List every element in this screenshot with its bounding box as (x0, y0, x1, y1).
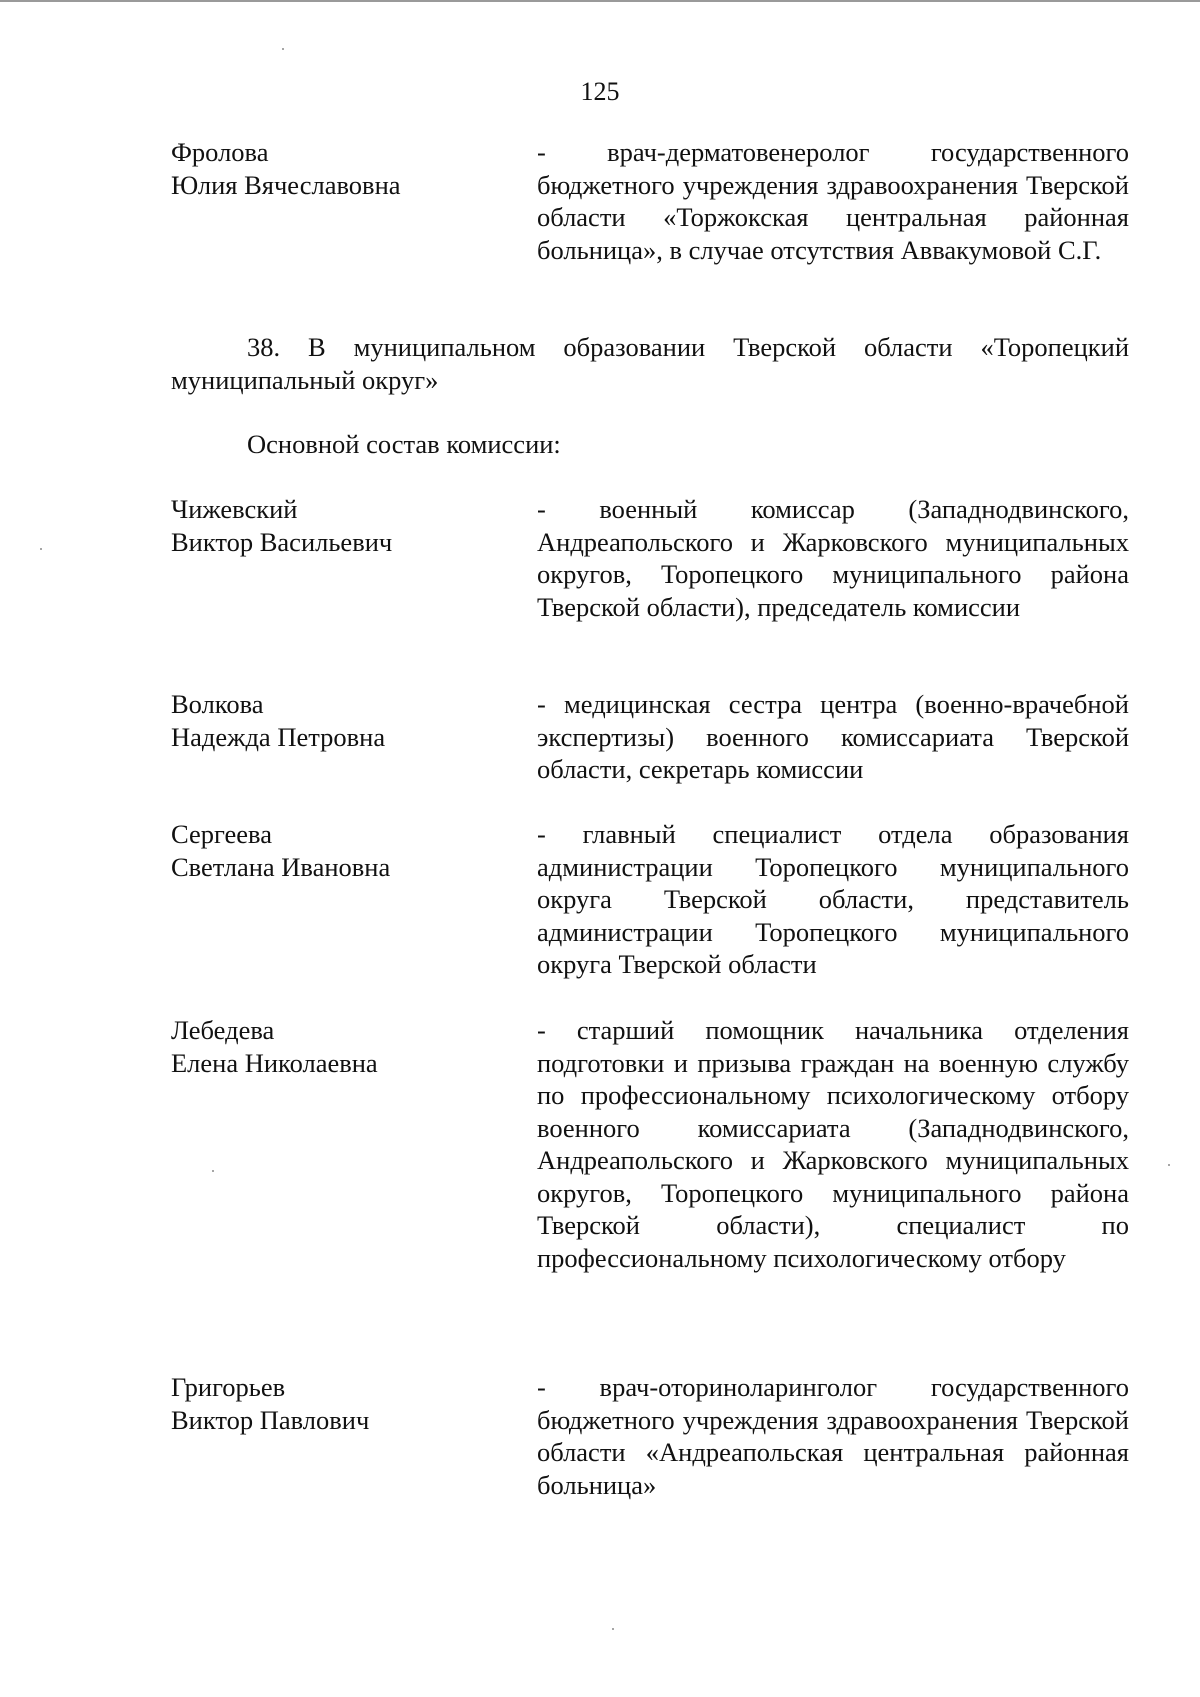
member-position: - военный комиссар (Западнодвинского, Андреапольского и Жарковского муниципальных округов, Торопецкого муниципального района Тверской области), председатель комиссии (537, 494, 1129, 622)
member-name (171, 688, 531, 753)
member-given-names: Юлия Вячеславовна (171, 169, 401, 200)
scan-speck (212, 1170, 214, 1172)
member-surname: Сергеева (171, 819, 272, 849)
member-surname: Чижевский (171, 494, 298, 524)
member-surname: Лебедева (171, 1015, 275, 1045)
member-position: - старший помощник начальника отделения подготовки и призыва граждан на военную службу по профессиональному психологическому отбору военного комиссариата (Западнодвинского, Андреапольского и Жарковского муниципальных округов, Торопецкого муниципального района Тверской области), специалист по профессиональному психологическому отбору (537, 1015, 1129, 1273)
page-number: 125 (580, 77, 620, 106)
member-position: - главный специалист отдела образования администрации Торопецкого муниципального округа Тверской области, представитель администрации Торопецкого муниципального округа Тверской области (537, 819, 1129, 979)
member-given-names: Виктор Павлович (171, 1404, 370, 1435)
member-surname: Фролова (171, 137, 269, 167)
member-name (171, 1371, 531, 1436)
member-name (171, 1014, 531, 1079)
member-surname: Волкова (171, 689, 264, 719)
scan-speck (612, 1628, 614, 1630)
member-position: - врач-оториноларинголог государственного бюджетного учреждения здравоохранения Тверской области «Андреапольская центральная районная больница» (537, 1372, 1129, 1500)
section-subheading: Основной состав комиссии: (247, 429, 561, 459)
top-scan-border (0, 0, 1200, 2)
member-surname: Григорьев (171, 1372, 286, 1402)
scan-speck (40, 548, 42, 550)
member-given-names: Елена Николаевна (171, 1047, 378, 1078)
member-name (171, 493, 531, 558)
member-position: - медицинская сестра центра (военно-врачебной экспертизы) военного комиссариата Тверской области, секретарь комиссии (537, 689, 1129, 784)
member-given-names: Светлана Ивановна (171, 851, 391, 882)
member-position: - врач-дерматовенеролог государственного бюджетного учреждения здравоохранения Тверской области «Торжокская центральная районная больница», в случае отсутствия Аввакумовой С.Г. (537, 137, 1129, 265)
member-given-names: Виктор Васильевич (171, 526, 393, 557)
scan-speck (282, 48, 284, 50)
section-heading: 38. В муниципальном образовании Тверской области «Торопецкий муниципальный округ» (171, 332, 1129, 395)
member-given-names: Надежда Петровна (171, 721, 386, 752)
scan-speck (1168, 1164, 1170, 1166)
member-name (171, 136, 531, 201)
member-name (171, 818, 531, 883)
